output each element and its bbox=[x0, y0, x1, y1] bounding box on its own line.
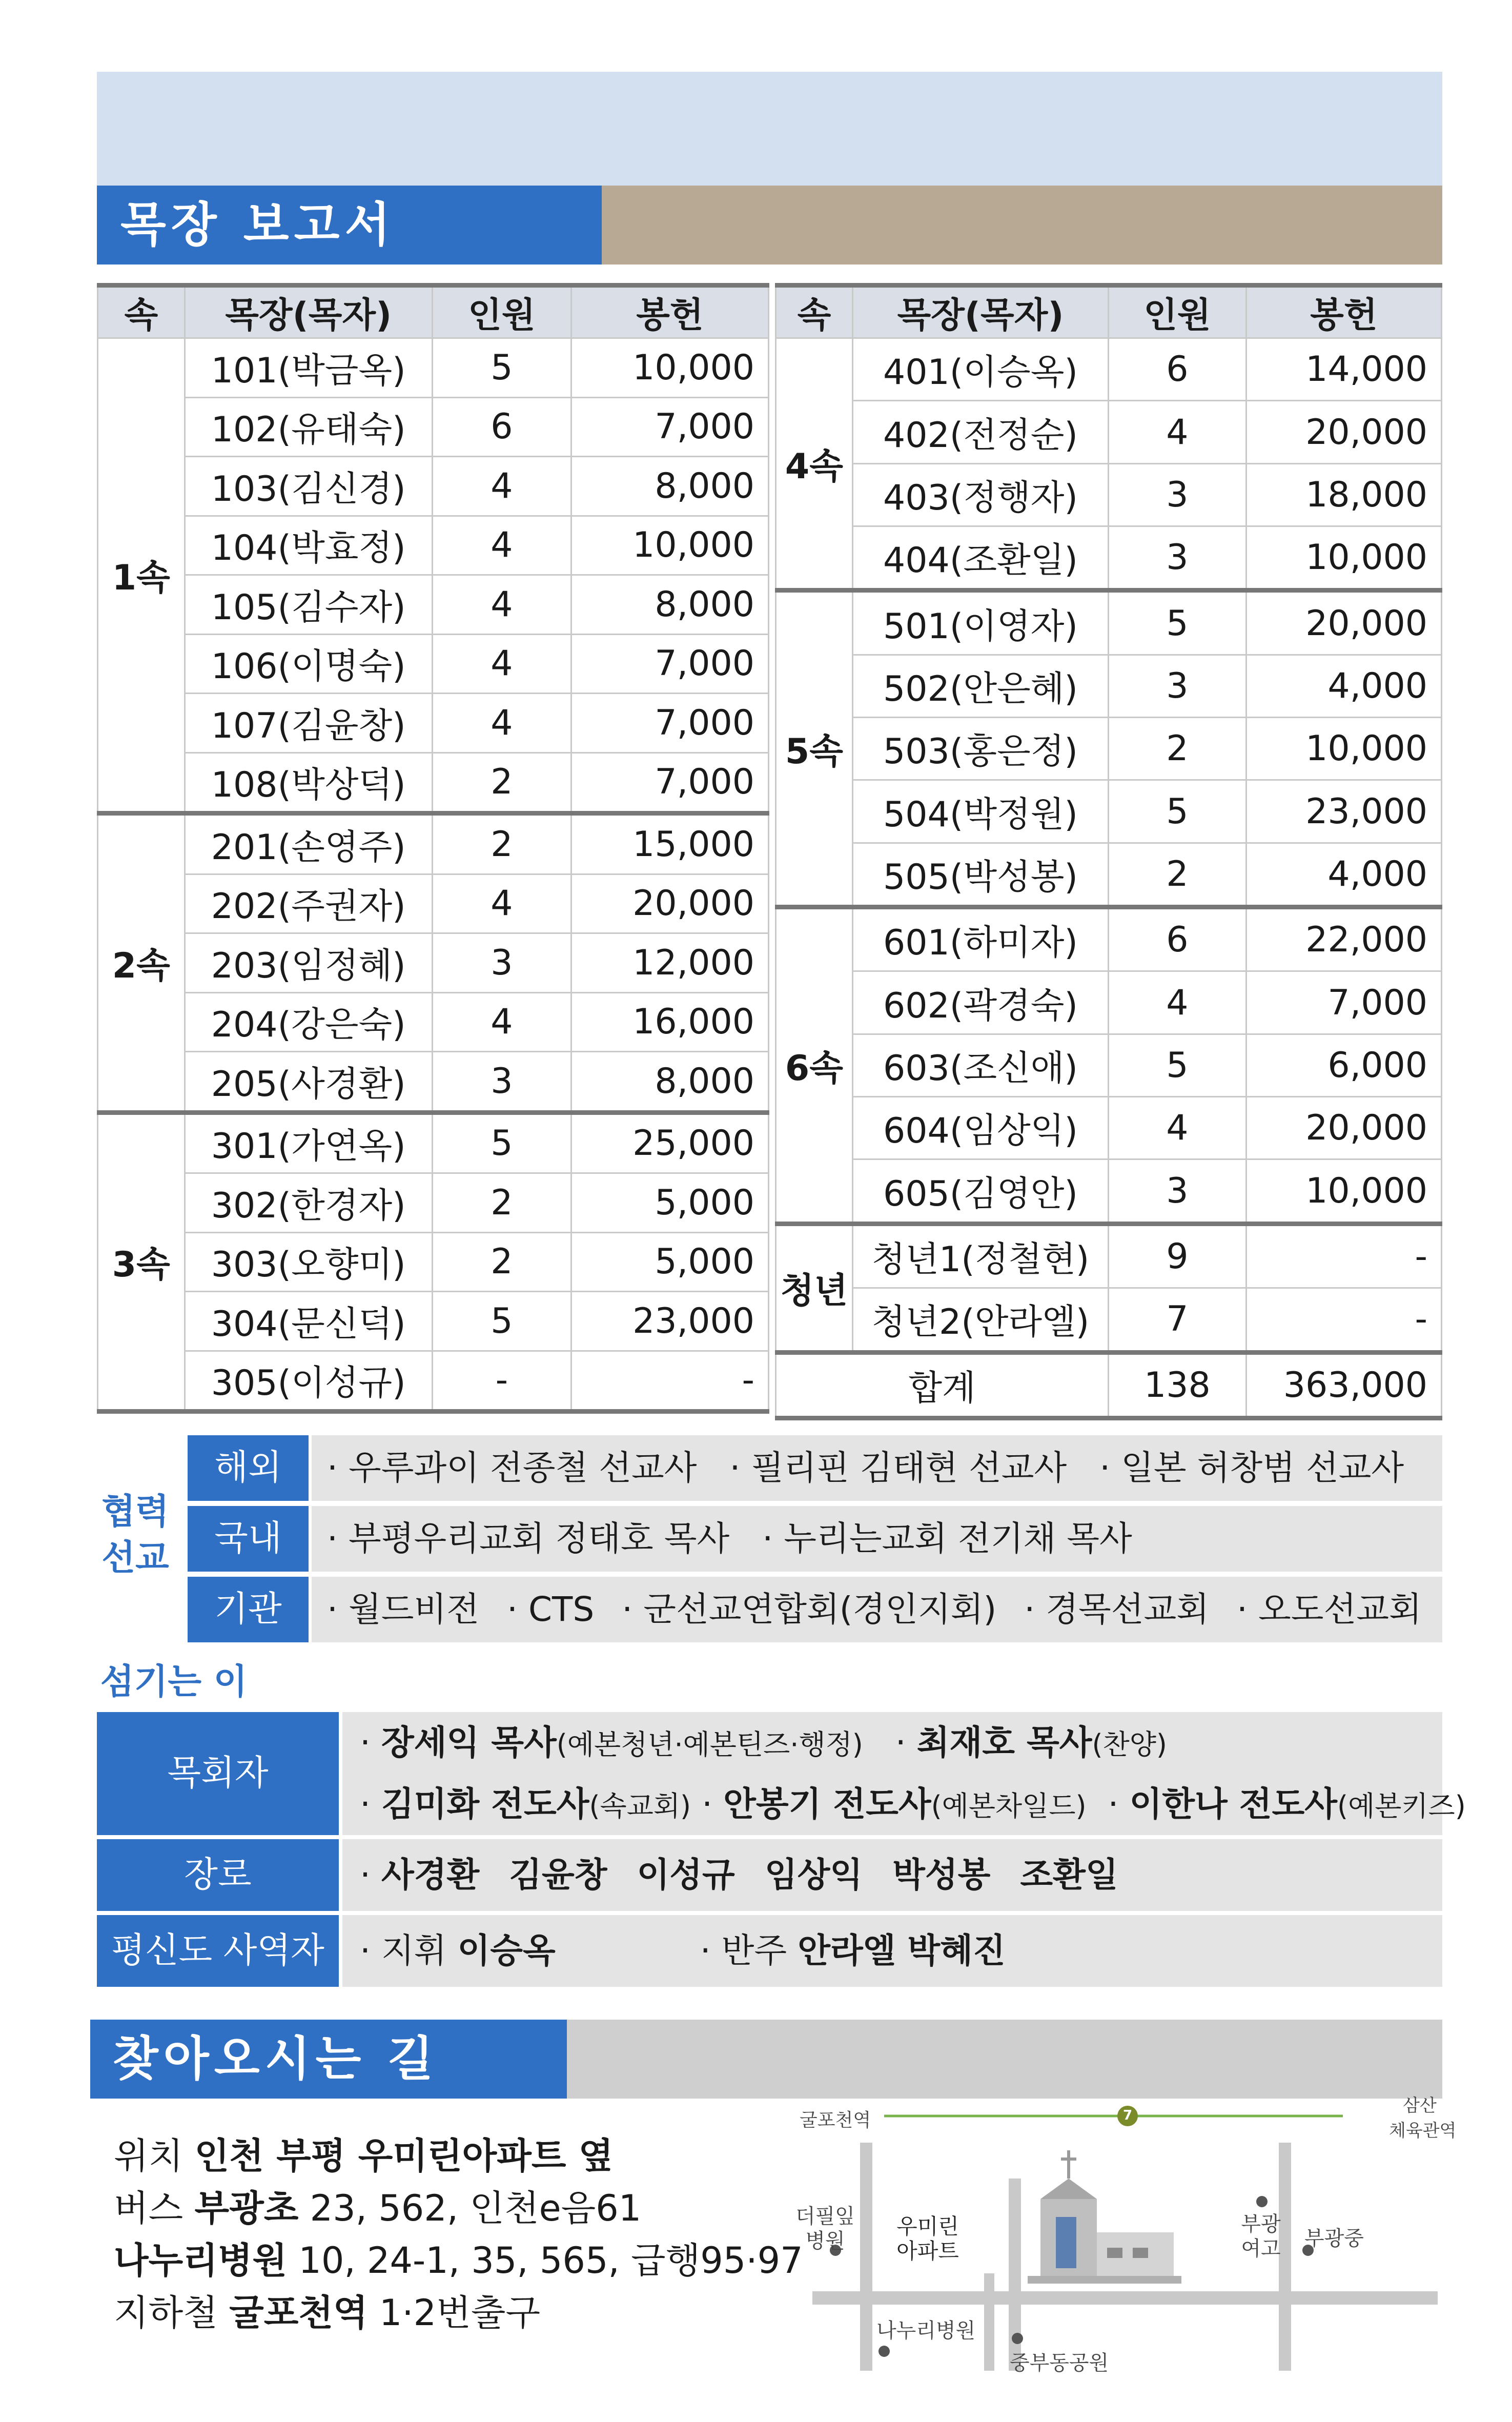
people-cell: 3 bbox=[1109, 655, 1247, 717]
elder-name: 김윤창 bbox=[509, 1855, 607, 1895]
offering-cell: 20,000 bbox=[1246, 591, 1441, 655]
people-cell: 5 bbox=[432, 1292, 571, 1351]
table-row bbox=[98, 516, 769, 575]
direction-line bbox=[114, 2234, 803, 2287]
pastor-name: 최재호 목사 bbox=[916, 1723, 1092, 1762]
table-row bbox=[98, 1112, 769, 1173]
coop-row-org bbox=[312, 1577, 1442, 1642]
table-row bbox=[98, 1232, 769, 1292]
table-row bbox=[98, 575, 769, 635]
table-row bbox=[776, 1288, 1442, 1352]
table-row bbox=[776, 655, 1442, 717]
report-title: 목장 보고서 bbox=[120, 197, 396, 252]
coop-side-label bbox=[97, 1489, 174, 1581]
offering-cell: 4,000 bbox=[1246, 655, 1441, 717]
group-cell: 청년 bbox=[776, 1224, 853, 1352]
mokjang-cell: 201(손영주) bbox=[185, 813, 432, 874]
table-row bbox=[776, 1224, 1442, 1288]
table-row bbox=[776, 1159, 1442, 1224]
mokjang-cell: 402(전정순) bbox=[852, 401, 1108, 463]
table-row bbox=[776, 1034, 1442, 1096]
table-row bbox=[98, 933, 769, 993]
mokjang-cell: 403(정행자) bbox=[852, 463, 1108, 526]
offering-cell: 5,000 bbox=[571, 1173, 768, 1233]
col-header-offering: 봉헌 bbox=[1246, 286, 1441, 338]
church-building-icon bbox=[1028, 2150, 1181, 2284]
table-row bbox=[776, 843, 1442, 907]
mokjang-cell: 301(가연옥) bbox=[185, 1112, 432, 1173]
coop-label-domestic: 국내 bbox=[188, 1506, 309, 1572]
people-cell: 5 bbox=[1109, 780, 1247, 843]
location-map bbox=[795, 2095, 1457, 2375]
table-row bbox=[98, 1173, 769, 1233]
coop-item: · 경목선교회 bbox=[1024, 1590, 1210, 1629]
mokjang-cell: 304(문신덕) bbox=[185, 1292, 432, 1351]
direction-line bbox=[114, 2287, 803, 2339]
map-station-right-1: 삼산 bbox=[1403, 2095, 1437, 2116]
offering-cell: 7,000 bbox=[571, 752, 768, 813]
mokjang-cell: 503(홍은정) bbox=[852, 718, 1108, 780]
map-station-right bbox=[1389, 2091, 1457, 2142]
offering-cell: 23,000 bbox=[1246, 780, 1441, 843]
table-row bbox=[776, 780, 1442, 843]
table-row bbox=[98, 874, 769, 933]
people-cell: 2 bbox=[432, 1173, 571, 1233]
offering-cell: 10,000 bbox=[571, 516, 768, 575]
map-park: 중부동공원 bbox=[1010, 2351, 1109, 2375]
road-vertical-left bbox=[860, 2143, 872, 2371]
mokjang-cell: 101(박금옥) bbox=[185, 338, 432, 398]
coop-item: · 필리핀 김태현 선교사 bbox=[729, 1448, 1067, 1488]
coop-label-org: 기관 bbox=[188, 1577, 309, 1642]
coop-item: · 우루과이 전종철 선교사 bbox=[327, 1448, 697, 1488]
direction-rest: 1·2번출구 bbox=[379, 2292, 541, 2334]
pastors-line2: · 김미화 전도사(속교회) · 안봉기 전도사(예본차일드) · 이한나 전도사(예본키즈) bbox=[360, 1784, 1466, 1824]
table-row bbox=[776, 463, 1442, 526]
lay-label: 평신도 사역자 bbox=[97, 1915, 339, 1987]
table-row bbox=[98, 397, 769, 457]
direction-label: 지하철 bbox=[114, 2292, 218, 2334]
people-cell: 2 bbox=[432, 813, 571, 874]
total-offering: 363,000 bbox=[1246, 1352, 1441, 1418]
mokjang-cell: 104(박효정) bbox=[185, 516, 432, 575]
group-cell: 6속 bbox=[776, 907, 853, 1224]
lay-role: · 반주 bbox=[700, 1931, 787, 1970]
offering-cell: 7,000 bbox=[1246, 971, 1441, 1034]
table-row bbox=[776, 526, 1442, 591]
people-cell: 6 bbox=[432, 397, 571, 457]
people-cell: 2 bbox=[1109, 718, 1247, 780]
col-header-mokjang: 목장(목자) bbox=[852, 286, 1108, 338]
map-hospital1-1: 더필잎 bbox=[795, 2205, 855, 2228]
mokjang-cell: 103(김신경) bbox=[185, 457, 432, 516]
offering-cell: 7,000 bbox=[571, 397, 768, 457]
pastor-name: 이한나 전도사 bbox=[1129, 1784, 1337, 1824]
report-table-left bbox=[97, 283, 769, 1414]
mokjang-cell: 303(오향미) bbox=[185, 1232, 432, 1292]
offering-cell: - bbox=[1246, 1288, 1441, 1352]
table-row bbox=[98, 1292, 769, 1351]
people-cell: 5 bbox=[432, 1112, 571, 1173]
table-row bbox=[98, 634, 769, 694]
mokjang-cell: 204(강은숙) bbox=[185, 992, 432, 1052]
coop-label-overseas: 해외 bbox=[188, 1435, 309, 1501]
map-station-left: 굴포천역 bbox=[800, 2110, 871, 2131]
coop-row-domestic bbox=[312, 1506, 1442, 1572]
map-hospital1 bbox=[794, 2204, 856, 2253]
elders-label: 장로 bbox=[97, 1839, 339, 1911]
pastor-role: (예본차일드) bbox=[931, 1790, 1087, 1822]
col-header-mokjang: 목장(목자) bbox=[185, 286, 432, 338]
offering-cell: 10,000 bbox=[1246, 1159, 1441, 1224]
report-title-bar bbox=[97, 186, 602, 264]
offering-cell: 8,000 bbox=[571, 575, 768, 635]
col-header-group: 속 bbox=[98, 286, 185, 338]
map-dot-hospital2 bbox=[878, 2346, 890, 2357]
col-header-group: 속 bbox=[776, 286, 853, 338]
people-cell: 9 bbox=[1109, 1224, 1247, 1288]
map-school1 bbox=[1230, 2212, 1292, 2261]
lay-box bbox=[342, 1915, 1442, 1987]
mokjang-cell: 404(조환일) bbox=[852, 526, 1108, 591]
pastor-name: 안봉기 전도사 bbox=[723, 1784, 931, 1824]
map-station-right-2: 체육관역 bbox=[1389, 2121, 1457, 2141]
offering-cell: 8,000 bbox=[571, 1052, 768, 1113]
col-header-people: 인원 bbox=[432, 286, 571, 338]
map-school1-1: 부광 bbox=[1241, 2212, 1281, 2236]
table-row bbox=[98, 1351, 769, 1412]
offering-cell: 14,000 bbox=[1246, 338, 1441, 401]
offering-cell: 15,000 bbox=[571, 813, 768, 874]
direction-bold: 인천 부평 우미린아파트 옆 bbox=[194, 2135, 614, 2177]
mokjang-cell: 203(임정혜) bbox=[185, 933, 432, 993]
direction-line bbox=[114, 2182, 803, 2234]
map-apt-2: 아파트 bbox=[896, 2238, 959, 2264]
staff-title: 섬기는 이 bbox=[100, 1662, 248, 1702]
mokjang-cell: 505(박성봉) bbox=[852, 843, 1108, 907]
people-cell: 3 bbox=[1109, 463, 1247, 526]
table-row bbox=[776, 338, 1442, 401]
mokjang-cell: 청년2(안라엘) bbox=[852, 1288, 1108, 1352]
pastors-line1: · 장세익 목사(예본청년·예본틴즈·행정) · 최재호 목사(찬양) bbox=[360, 1723, 1167, 1762]
mokjang-cell: 106(이명숙) bbox=[185, 634, 432, 694]
offering-cell: 10,000 bbox=[571, 338, 768, 398]
table-row bbox=[98, 457, 769, 516]
offering-cell: 10,000 bbox=[1246, 718, 1441, 780]
road-horizontal bbox=[812, 2291, 1438, 2305]
coop-side-line2: 선교 bbox=[101, 1538, 169, 1578]
mokjang-cell: 108(박상덕) bbox=[185, 752, 432, 813]
people-cell: 2 bbox=[1109, 843, 1247, 907]
people-cell: 4 bbox=[432, 457, 571, 516]
elders-box: · 사경환 김윤창 이성규 임상익 박성봉 조환일 bbox=[342, 1839, 1442, 1911]
group-cell: 3속 bbox=[98, 1112, 185, 1412]
directions-grey-bar bbox=[567, 2020, 1442, 2099]
people-cell: 4 bbox=[432, 516, 571, 575]
offering-cell: 22,000 bbox=[1246, 907, 1441, 971]
pastors-box bbox=[342, 1712, 1466, 1835]
mokjang-cell: 601(하미자) bbox=[852, 907, 1108, 971]
map-dot-park bbox=[1012, 2333, 1023, 2344]
coop-side-line1: 협력 bbox=[101, 1492, 169, 1532]
offering-cell: 6,000 bbox=[1246, 1034, 1441, 1096]
elder-name: 사경환 bbox=[381, 1855, 480, 1895]
map-line-number: 7 bbox=[1122, 2108, 1133, 2123]
report-title-tan-bar bbox=[602, 186, 1442, 264]
table-row bbox=[776, 1097, 1442, 1159]
table-row bbox=[776, 401, 1442, 463]
pastors-label: 목회자 bbox=[97, 1712, 339, 1835]
offering-cell: 20,000 bbox=[1246, 1097, 1441, 1159]
direction-label: 버스 bbox=[114, 2187, 183, 2229]
people-cell: 6 bbox=[1109, 338, 1247, 401]
offering-cell: 5,000 bbox=[571, 1232, 768, 1292]
coop-item: · 군선교연합회(경인지회) bbox=[622, 1590, 997, 1629]
offering-cell: 20,000 bbox=[1246, 401, 1441, 463]
lay-names: 이승옥 bbox=[457, 1931, 556, 1970]
table-row bbox=[98, 992, 769, 1052]
people-cell: 6 bbox=[1109, 907, 1247, 971]
offering-cell: - bbox=[571, 1351, 768, 1412]
group-cell: 1속 bbox=[98, 338, 185, 813]
pastor-role: (예본청년·예본틴즈·행정) bbox=[556, 1728, 863, 1761]
coop-item: · CTS bbox=[506, 1590, 595, 1629]
people-cell: 2 bbox=[432, 752, 571, 813]
people-cell: 5 bbox=[432, 338, 571, 398]
mokjang-cell: 302(한경자) bbox=[185, 1173, 432, 1233]
mokjang-cell: 401(이승옥) bbox=[852, 338, 1108, 401]
pastor-role: (찬양) bbox=[1092, 1728, 1167, 1761]
coop-item: · 부평우리교회 정태호 목사 bbox=[327, 1519, 730, 1558]
col-header-people: 인원 bbox=[1109, 286, 1247, 338]
people-cell: 5 bbox=[1109, 1034, 1247, 1096]
table-row bbox=[98, 813, 769, 874]
people-cell: 4 bbox=[432, 694, 571, 753]
map-hospital2: 나누리병원 bbox=[876, 2319, 976, 2343]
report-table-right bbox=[775, 283, 1442, 1420]
offering-cell: 7,000 bbox=[571, 694, 768, 753]
mokjang-cell: 502(안은혜) bbox=[852, 655, 1108, 717]
offering-cell: 18,000 bbox=[1246, 463, 1441, 526]
mokjang-cell: 501(이영자) bbox=[852, 591, 1108, 655]
elder-name: 조환일 bbox=[1020, 1855, 1118, 1895]
people-cell: 4 bbox=[1109, 1097, 1247, 1159]
pastor-name: 김미화 전도사 bbox=[381, 1784, 589, 1824]
people-cell: 4 bbox=[432, 575, 571, 635]
people-cell: 3 bbox=[1109, 1159, 1247, 1224]
table-row bbox=[776, 718, 1442, 780]
coop-item: · 일본 허창범 선교사 bbox=[1099, 1448, 1404, 1488]
direction-rest: 23, 562, 인천e음61 bbox=[310, 2187, 642, 2229]
lay-names: 안라엘 박혜진 bbox=[798, 1931, 1006, 1970]
total-row bbox=[776, 1352, 1442, 1418]
mokjang-cell: 102(유태숙) bbox=[185, 397, 432, 457]
offering-cell: 20,000 bbox=[571, 874, 768, 933]
offering-cell: 4,000 bbox=[1246, 843, 1441, 907]
people-cell: 4 bbox=[1109, 401, 1247, 463]
pastor-role: (속교회) bbox=[589, 1790, 691, 1822]
group-cell: 4속 bbox=[776, 338, 853, 591]
people-cell: 3 bbox=[1109, 526, 1247, 591]
elder-name: 박성봉 bbox=[892, 1855, 991, 1895]
offering-cell: 16,000 bbox=[571, 992, 768, 1052]
offering-cell: - bbox=[1246, 1224, 1441, 1288]
table-row bbox=[98, 1052, 769, 1113]
total-label: 합계 bbox=[776, 1352, 1109, 1418]
table-row bbox=[98, 752, 769, 813]
people-cell: 4 bbox=[432, 634, 571, 694]
people-cell: 3 bbox=[432, 933, 571, 993]
people-cell: 5 bbox=[1109, 591, 1247, 655]
table-row bbox=[776, 971, 1442, 1034]
people-cell: 7 bbox=[1109, 1288, 1247, 1352]
direction-bold: 굴포천역 bbox=[229, 2292, 368, 2334]
mokjang-cell: 504(박정원) bbox=[852, 780, 1108, 843]
people-cell: 4 bbox=[1109, 971, 1247, 1034]
table-row bbox=[98, 694, 769, 753]
people-cell: 4 bbox=[432, 992, 571, 1052]
coop-item: · 오도선교회 bbox=[1237, 1590, 1422, 1629]
offering-cell: 10,000 bbox=[1246, 526, 1441, 591]
mokjang-cell: 107(김윤창) bbox=[185, 694, 432, 753]
direction-bold: 나누리병원 bbox=[114, 2240, 288, 2282]
people-cell: - bbox=[432, 1351, 571, 1412]
map-apartment bbox=[889, 2214, 966, 2264]
mokjang-cell: 604(임상익) bbox=[852, 1097, 1108, 1159]
elder-name: 이성규 bbox=[637, 1855, 735, 1895]
mokjang-cell: 105(김수자) bbox=[185, 575, 432, 635]
total-people: 138 bbox=[1109, 1352, 1247, 1418]
direction-line bbox=[114, 2130, 803, 2182]
coop-item: · 월드비전 bbox=[327, 1590, 479, 1629]
top-band bbox=[97, 72, 1442, 186]
offering-cell: 7,000 bbox=[571, 634, 768, 694]
mokjang-cell: 202(주권자) bbox=[185, 874, 432, 933]
offering-cell: 23,000 bbox=[571, 1292, 768, 1351]
mokjang-cell: 205(사경환) bbox=[185, 1052, 432, 1113]
direction-rest: 10, 24-1, 35, 565, 급행95·97 bbox=[298, 2240, 803, 2282]
coop-item: · 누리는교회 전기채 목사 bbox=[762, 1519, 1132, 1558]
elder-name: 임상익 bbox=[764, 1855, 863, 1895]
pastor-name: 장세익 목사 bbox=[381, 1723, 557, 1762]
map-apt-1: 우미린 bbox=[896, 2214, 959, 2239]
group-cell: 2속 bbox=[98, 813, 185, 1113]
road-vertical-middle bbox=[984, 2273, 994, 2371]
directions-title: 찾아오시는 길 bbox=[113, 2031, 439, 2086]
mokjang-cell: 청년1(정철현) bbox=[852, 1224, 1108, 1288]
directions-title-bar bbox=[90, 2020, 567, 2099]
mokjang-cell: 605(김영안) bbox=[852, 1159, 1108, 1224]
table-row bbox=[776, 591, 1442, 655]
table-row bbox=[776, 907, 1442, 971]
direction-bold: 부광초 bbox=[194, 2187, 299, 2229]
map-school2: 부광중 bbox=[1304, 2227, 1364, 2250]
table-row bbox=[98, 338, 769, 398]
people-cell: 2 bbox=[432, 1232, 571, 1292]
offering-cell: 8,000 bbox=[571, 457, 768, 516]
group-cell: 5속 bbox=[776, 591, 853, 907]
people-cell: 4 bbox=[432, 874, 571, 933]
map-hospital1-2: 병원 bbox=[805, 2229, 845, 2253]
map-dot-school1 bbox=[1256, 2196, 1268, 2207]
coop-row-overseas bbox=[312, 1435, 1442, 1501]
mokjang-cell: 603(조신애) bbox=[852, 1034, 1108, 1096]
mokjang-cell: 305(이성규) bbox=[185, 1351, 432, 1412]
direction-label: 위치 bbox=[114, 2135, 183, 2177]
directions-info bbox=[114, 2130, 803, 2339]
offering-cell: 25,000 bbox=[571, 1112, 768, 1173]
mokjang-cell: 602(곽경숙) bbox=[852, 971, 1108, 1034]
lay-role: · 지휘 bbox=[360, 1931, 447, 1970]
map-school1-2: 여고 bbox=[1241, 2237, 1281, 2261]
col-header-offering: 봉헌 bbox=[571, 286, 768, 338]
people-cell: 3 bbox=[432, 1052, 571, 1113]
pastor-role: (예본키즈) bbox=[1337, 1790, 1466, 1822]
offering-cell: 12,000 bbox=[571, 933, 768, 993]
